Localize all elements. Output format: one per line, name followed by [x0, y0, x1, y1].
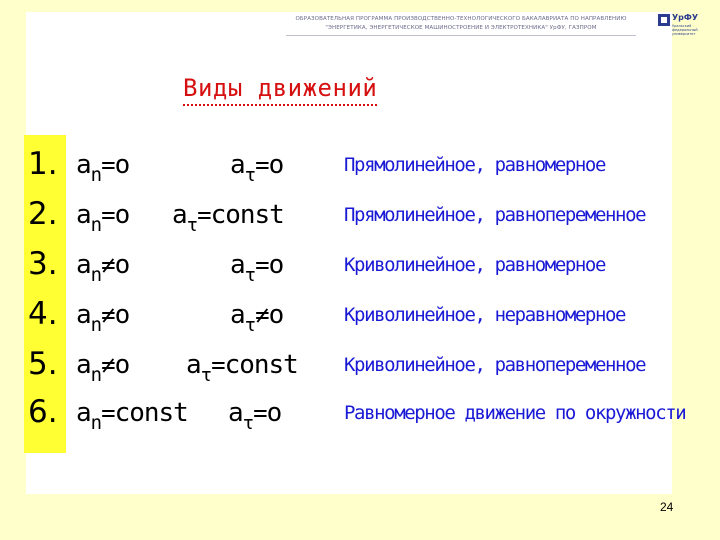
header-divider	[286, 35, 636, 36]
tangential-relation: =	[253, 399, 267, 427]
normal-value: o	[114, 200, 130, 230]
normal-value: const	[114, 398, 188, 428]
normal-acceleration-formula	[76, 350, 130, 386]
normal-value: o	[114, 350, 130, 380]
normal-value: o	[114, 300, 130, 330]
tangential-relation: =	[255, 251, 269, 279]
a-symbol: a	[76, 150, 91, 180]
a-symbol: a	[172, 200, 187, 230]
motion-description: Криволинейное, равнопеременное	[344, 354, 646, 376]
row-number: 4.	[28, 296, 58, 332]
row-number: 2.	[28, 196, 58, 232]
tau-subscript: τ	[244, 264, 256, 286]
a-symbol: a	[76, 250, 91, 280]
motion-description: Прямолинейное, равномерное	[344, 154, 606, 176]
normal-subscript: n	[90, 164, 102, 186]
a-symbol: a	[230, 300, 245, 330]
tangential-relation: =	[255, 151, 269, 179]
motion-row-6	[0, 394, 720, 440]
normal-value: o	[114, 150, 130, 180]
slide-title: Виды движений	[183, 74, 377, 106]
normal-subscript: n	[90, 264, 102, 286]
normal-acceleration-formula	[76, 398, 188, 434]
tangential-value: o	[268, 250, 284, 280]
a-symbol: a	[76, 300, 91, 330]
tau-subscript: τ	[244, 314, 256, 336]
a-symbol: a	[230, 150, 245, 180]
motion-description: Криволинейное, равномерное	[344, 254, 606, 276]
motion-description: Равномерное движение по окружности	[344, 402, 686, 424]
tau-subscript: τ	[244, 164, 256, 186]
normal-subscript: n	[90, 412, 102, 434]
normal-relation: ≠	[101, 351, 115, 379]
motion-row-2	[0, 196, 720, 242]
a-symbol: a	[186, 350, 201, 380]
tau-subscript: τ	[186, 214, 198, 236]
a-symbol: a	[228, 398, 243, 428]
normal-acceleration-formula	[76, 200, 130, 236]
logo-mark-icon	[658, 14, 670, 26]
tangential-acceleration-formula	[230, 250, 284, 286]
normal-acceleration-formula	[76, 150, 130, 186]
a-symbol: a	[76, 200, 91, 230]
tangential-relation: =	[211, 351, 225, 379]
tangential-acceleration-formula	[172, 200, 284, 236]
tangential-value: o	[268, 150, 284, 180]
row-number: 3.	[28, 246, 58, 282]
normal-relation: =	[101, 201, 115, 229]
normal-subscript: n	[90, 364, 102, 386]
normal-relation: =	[101, 399, 115, 427]
program-header-line-1: ОБРАЗОВАТЕЛЬНАЯ ПРОГРАММА ПРОИЗВОДСТВЕННО-ТЕХНОЛОГИЧЕСКОГО БАКАЛАВРИАТА ПО НАПРАВЛЕНИЮ	[295, 16, 627, 22]
motion-row-5	[0, 346, 720, 392]
tangential-acceleration-formula	[228, 398, 282, 434]
normal-relation: ≠	[101, 251, 115, 279]
a-symbol: a	[230, 250, 245, 280]
logo-subtitle: Уральский федеральный университет	[672, 24, 698, 36]
tau-subscript: τ	[200, 364, 212, 386]
motion-row-3	[0, 246, 720, 292]
normal-relation: =	[101, 151, 115, 179]
normal-relation: ≠	[101, 301, 115, 329]
logo-name: УрФУ	[672, 13, 698, 22]
tangential-acceleration-formula	[230, 150, 284, 186]
tangential-acceleration-formula	[186, 350, 298, 386]
program-header	[286, 12, 636, 36]
tangential-relation: ≠	[255, 301, 269, 329]
tangential-value: o	[266, 398, 282, 428]
tangential-acceleration-formula	[230, 300, 284, 336]
tangential-value: const	[210, 200, 284, 230]
motion-row-4	[0, 296, 720, 342]
normal-acceleration-formula	[76, 250, 130, 286]
row-number: 5.	[28, 346, 58, 382]
row-number: 1.	[28, 146, 58, 182]
normal-acceleration-formula	[76, 300, 130, 336]
normal-value: o	[114, 250, 130, 280]
program-header-line-2: "ЭНЕРГЕТИКА, ЭНЕРГЕТИЧЕСКОЕ МАШИНОСТРОЕНИЕ И ЭЛЕКТРОТЕХНИКА" УрФУ, ГАЗПРОМ	[325, 25, 597, 31]
normal-subscript: n	[90, 314, 102, 336]
motion-description: Прямолинейное, равнопеременное	[344, 204, 646, 226]
university-logo	[654, 12, 704, 38]
motion-description: Криволинейное, неравномерное	[344, 304, 626, 326]
row-number: 6.	[28, 394, 58, 430]
normal-subscript: n	[90, 214, 102, 236]
a-symbol: a	[76, 398, 91, 428]
a-symbol: a	[76, 350, 91, 380]
tangential-value: o	[268, 300, 284, 330]
motion-row-1	[0, 146, 720, 192]
tau-subscript: τ	[242, 412, 254, 434]
tangential-relation: =	[197, 201, 211, 229]
page-number: 24	[660, 500, 674, 514]
tangential-value: const	[224, 350, 298, 380]
